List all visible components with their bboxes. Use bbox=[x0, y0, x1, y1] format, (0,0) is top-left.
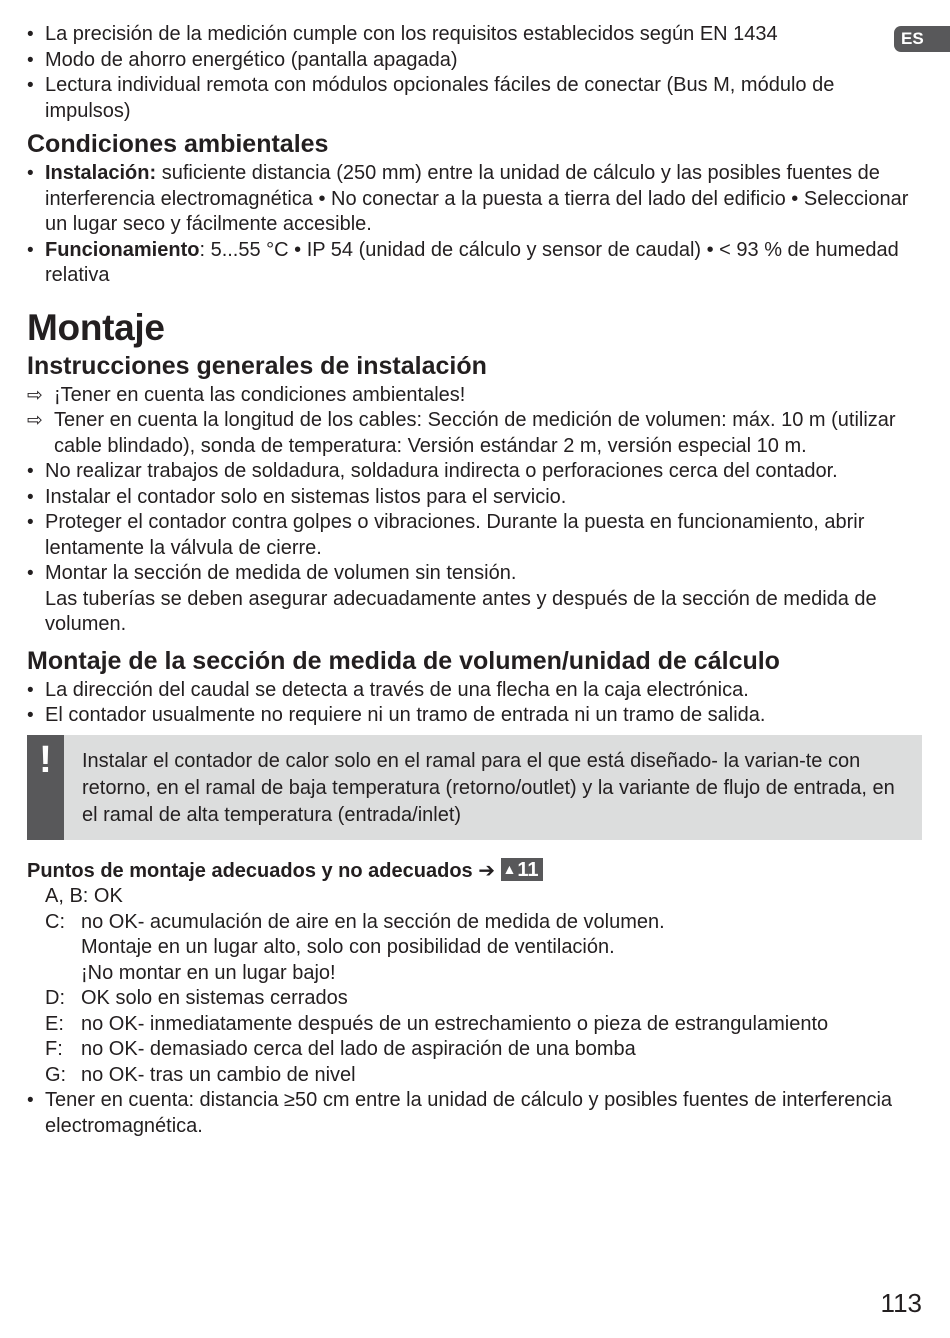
installation-label: Instalación: bbox=[45, 162, 157, 184]
arrow-list bbox=[27, 383, 922, 460]
code-label: F: bbox=[45, 1038, 63, 1060]
code-description: no OK- demasiado cerca del lado de aspiración de una bomba bbox=[81, 1038, 636, 1060]
code-label: G: bbox=[45, 1063, 67, 1086]
warning-icon: ! bbox=[27, 735, 64, 840]
list-item: • Proteger el contador contra golpes o vibraciones. Durante la puesta en funcionamiento, abrir lentamente la válvula de cierre. bbox=[27, 510, 922, 561]
environment-bullet-list bbox=[27, 161, 922, 289]
list-item: • Modo de ahorro energético (pantalla apagada) bbox=[27, 48, 922, 74]
code-description bbox=[81, 910, 922, 987]
intro-bullet-list bbox=[27, 22, 922, 124]
code-label: E: bbox=[45, 1012, 64, 1035]
arrow-item-text: Tener en cuenta la longitud de los cables: Sección de medición de volumen: máx. 10 m (utilizar cable blindado), sonda de temperatura: Versión estándar 2 m, versión especial 10 m. bbox=[54, 409, 896, 457]
volume-section-heading: Montaje de la sección de medida de volumen/unidad de cálculo bbox=[27, 646, 780, 675]
mounting-codes-list bbox=[45, 884, 922, 1088]
code-row-e bbox=[45, 1012, 922, 1038]
list-item: • La precisión de la medición cumple con los requisitos establecidos según EN 1434 bbox=[27, 22, 922, 48]
mounting-points-label: Puntos de montaje adecuados y no adecuados ➔ bbox=[27, 859, 495, 882]
volume-line-2: Las tuberías se deben asegurar adecuadamente antes y después de la sección de medida de volumen. bbox=[45, 587, 877, 635]
code-row-ab bbox=[45, 884, 922, 910]
list-item: • Instalar el contador solo en sistemas listos para el servicio. bbox=[27, 485, 922, 511]
operation-label: Funcionamiento bbox=[45, 238, 200, 261]
list-item bbox=[27, 383, 922, 409]
code-row-c bbox=[45, 910, 922, 987]
figure-reference[interactable] bbox=[501, 858, 543, 881]
environment-heading: Condiciones ambientales bbox=[27, 130, 329, 158]
list-item-installation bbox=[27, 161, 922, 238]
list-item: • Tener en cuenta: distancia ≥50 cm entre la unidad de cálculo y posibles fuentes de interferencia electromagnética. bbox=[27, 1088, 922, 1139]
language-tab: ES bbox=[894, 26, 950, 52]
page-content bbox=[27, 22, 922, 1139]
arrow-icon: ⇨ bbox=[27, 410, 43, 431]
image-icon: ▲ bbox=[502, 860, 517, 877]
arrow-item-text: ¡Tener en cuenta las condiciones ambientales! bbox=[54, 383, 466, 406]
section-title: Montaje bbox=[27, 306, 165, 348]
list-item: • El contador usualmente no requiere ni un tramo de entrada ni un tramo de salida. bbox=[27, 703, 922, 729]
code-label: C: bbox=[45, 910, 65, 933]
code-line: no OK- acumulación de aire en la sección de medida de volumen. bbox=[81, 910, 665, 933]
list-item bbox=[27, 408, 922, 459]
list-item: • La dirección del caudal se detecta a través de una flecha en la caja electrónica. bbox=[27, 678, 922, 704]
code-row-g bbox=[45, 1063, 922, 1089]
warning-text: Instalar el contador de calor solo en el ramal para el que está diseñado- la varian-te con retorno, en el ramal de baja temperatura (retorno/outlet) y la variante de flujo de entrada, en el ramal de alta temperatura (entrada/inlet) bbox=[82, 749, 895, 826]
general-bullet-list bbox=[27, 459, 922, 638]
code-line: Montaje en un lugar alto, solo con posibilidad de ventilación. bbox=[81, 936, 615, 958]
list-item-operation bbox=[27, 238, 922, 289]
code-description: OK solo en sistemas cerrados bbox=[81, 987, 348, 1009]
page-number: 113 bbox=[880, 1288, 922, 1318]
code-row-d bbox=[45, 986, 922, 1012]
section-bullet-list bbox=[27, 678, 922, 729]
list-item: • Lectura individual remota con módulos opcionales fáciles de conectar (Bus M, módulo de impulsos) bbox=[27, 73, 922, 124]
list-item: • No realizar trabajos de soldadura, soldadura indirecta o perforaciones cerca del contador. bbox=[27, 459, 922, 485]
figure-number: 11 bbox=[517, 858, 539, 881]
arrow-icon: ⇨ bbox=[27, 384, 43, 406]
mounting-points-heading bbox=[27, 858, 922, 885]
code-ab-text: A, B: OK bbox=[45, 885, 123, 907]
list-item bbox=[27, 561, 922, 638]
final-bullet-list bbox=[27, 1088, 922, 1139]
volume-line-1: Montar la sección de medida de volumen sin tensión. bbox=[45, 562, 517, 584]
warning-box bbox=[27, 735, 922, 840]
code-description: no OK- inmediatamente después de un estrechamiento o pieza de estrangulamiento bbox=[81, 1012, 829, 1035]
code-row-f bbox=[45, 1037, 922, 1063]
general-instructions-heading: Instrucciones generales de instalación bbox=[27, 351, 487, 380]
operation-text: : 5...55 °C • IP 54 (unidad de cálculo y sensor de caudal) • < 93 % de humedad relativa bbox=[45, 238, 899, 286]
code-description: no OK- tras un cambio de nivel bbox=[81, 1063, 356, 1086]
code-label: D: bbox=[45, 987, 65, 1009]
installation-text: suficiente distancia (250 mm) entre la unidad de cálculo y las posibles fuentes de interferencia electromagnética • No conectar a la puesta a tierra del lado del edificio • Seleccionar un lugar seco y fácilmente accesible. bbox=[45, 162, 909, 235]
code-line: ¡No montar en un lugar bajo! bbox=[81, 961, 336, 984]
